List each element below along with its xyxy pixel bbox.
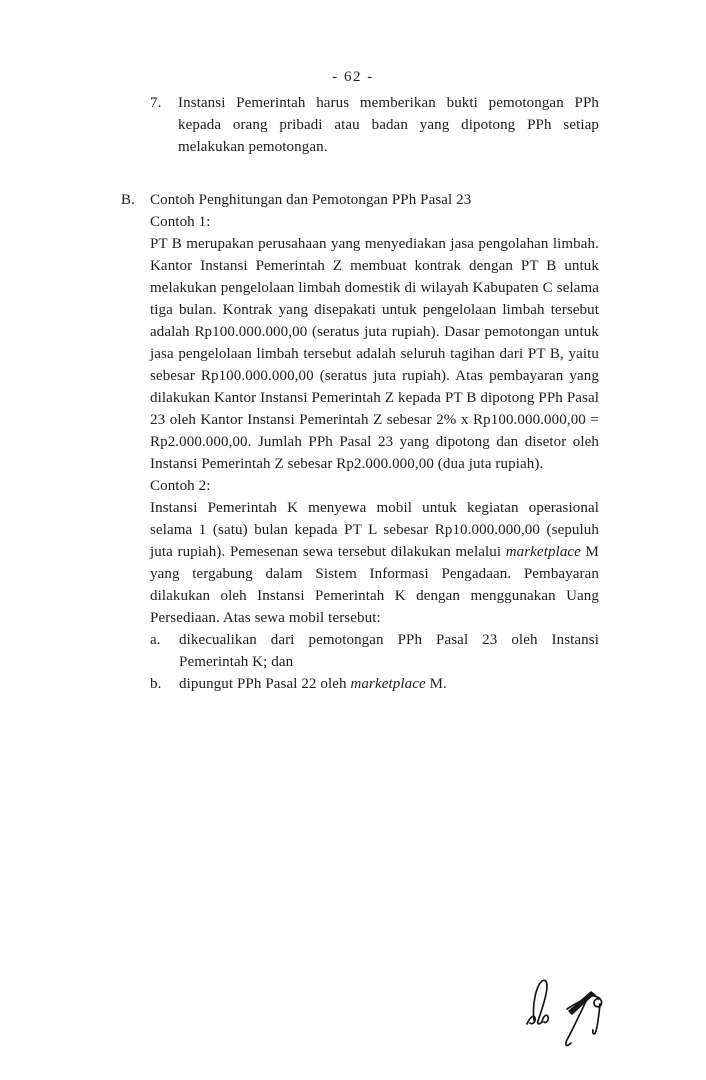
marketplace-italic: marketplace xyxy=(505,544,581,560)
contoh-1-label: Contoh 1: xyxy=(150,214,211,230)
item-7-text: Instansi Pemerintah harus memberikan bukti pemotongan PPh kepada orang pribadi atau badan yang dipotong PPh setiap melakukan pemotongan. xyxy=(178,95,599,155)
item-7-marker: 7. xyxy=(150,95,162,111)
page-number: - 62 - xyxy=(332,69,374,85)
contoh-2-body-post: M yang tergabung dalam Sistem Informasi Pengadaan. Pembayaran dilakukan oleh Instansi Pemerintah K dengan menggunakan Uang Persediaan. Atas sewa mobil tersebut: xyxy=(150,544,599,626)
sub-item-b-pre: dipungut PPh Pasal 22 oleh xyxy=(179,676,351,692)
section-b-content xyxy=(150,189,599,695)
sub-item-a-marker: a. xyxy=(150,632,161,648)
sub-item-b xyxy=(150,673,599,695)
numbered-item-7 xyxy=(150,92,599,158)
sub-item-b-text xyxy=(179,673,599,695)
sub-item-a xyxy=(150,629,599,673)
sub-item-b-post: M. xyxy=(425,676,447,692)
sub-item-b-marker: b. xyxy=(150,676,162,692)
section-b-heading: Contoh Penghitungan dan Pemotongan PPh Pasal 23 xyxy=(150,192,472,208)
section-b xyxy=(121,189,599,695)
contoh-2-label: Contoh 2: xyxy=(150,478,211,494)
contoh-2-body-pre: Instansi Pemerintah K menyewa mobil untuk kegiatan operasional selama 1 (satu) bulan kepada PT L sebesar Rp10.000.000,00 (sepuluh juta rupiah). Pemesenan sewa tersebut dilakukan melalui xyxy=(150,500,599,560)
contoh-1-body: PT B merupakan perusahaan yang menyediakan jasa pengolahan limbah. Kantor Instansi Pemerintah Z membuat kontrak dengan PT B untuk melakukan pengelolaan limbah domestik di wilayah Kabupaten C selama tiga bulan. Kontrak yang disepakati untuk pengelolaan limbah tersebut adalah Rp100.000.000,00 (seratus juta rupiah). Dasar pemotongan untuk jasa pengelolaan limbah tersebut adalah seluruh tagihan dari PT B, yaitu sebesar Rp100.000.000,00 (seratus juta rupiah). Atas pembayaran yang dilakukan Kantor Instansi Pemerintah Z kepada PT B dipotong PPh Pasal 23 oleh Kantor Instansi Pemerintah Z sebesar 2% x Rp100.000.000,00 = Rp2.000.000,00. Jumlah PPh Pasal 23 yang dipotong dan disetor oleh Instansi Pemerintah Z sebesar Rp2.000.000,00 (dua juta rupiah). xyxy=(150,236,599,472)
section-b-marker: B. xyxy=(121,192,135,208)
marketplace-italic-2: marketplace xyxy=(350,676,426,692)
sub-item-a-text: dikecualikan dari pemotongan PPh Pasal 23 oleh Instansi Pemerintah K; dan xyxy=(179,632,599,670)
signature-initials-icon xyxy=(520,973,620,1053)
contoh-2-body xyxy=(150,497,599,629)
